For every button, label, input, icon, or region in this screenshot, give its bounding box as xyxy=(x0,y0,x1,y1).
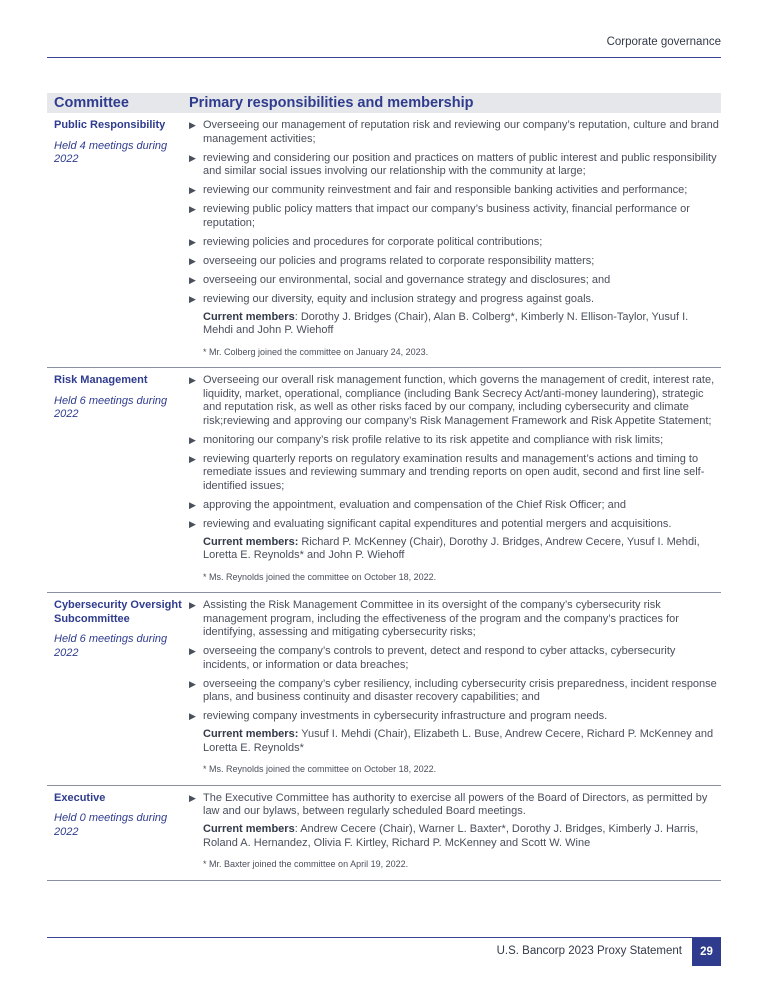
responsibility-item xyxy=(189,792,721,819)
bullet-arrow-icon: ▶ xyxy=(189,185,196,195)
current-members xyxy=(189,823,721,850)
members-label: Current members xyxy=(203,310,295,323)
bullet-arrow-icon: ▶ xyxy=(189,293,196,304)
committee-name: Executive xyxy=(54,791,106,804)
responsibility-item xyxy=(189,274,721,288)
current-members xyxy=(189,311,721,338)
committee-cell xyxy=(47,374,189,584)
responsibility-text: overseeing our environmental, social and governance strategy and disclosures; and xyxy=(203,273,611,286)
responsibilities-cell xyxy=(189,599,721,777)
members-list: : Andrew Cecere (Chair), Warner L. Baxter*, Dorothy J. Bridges, Kimberly J. Harris, Roland A. Hernandez, Olivia F. Kirtley, Richard P. McKenney and Scott W. Wine xyxy=(203,823,699,849)
page-number: 29 xyxy=(692,938,721,966)
responsibility-text: reviewing quarterly reports on regulatory examination results and management’s actions and timing to remediate issues and reviewing summary and trending reports on open audit, second and first line self-identified issues; xyxy=(203,452,705,492)
responsibilities-cell xyxy=(189,374,721,584)
responsibility-text: approving the appointment, evaluation and compensation of the Chief Risk Officer; and xyxy=(203,498,626,511)
responsibility-text: reviewing policies and procedures for corporate political contributions; xyxy=(203,235,543,248)
bullet-arrow-icon: ▶ xyxy=(189,518,196,529)
responsibility-text: reviewing company investments in cybersecurity infrastructure and program needs. xyxy=(203,710,608,722)
bullet-arrow-icon: ▶ xyxy=(189,434,196,445)
bullet-arrow-icon: ▶ xyxy=(189,711,196,721)
bullet-arrow-icon: ▶ xyxy=(189,236,196,247)
committee-name: Cybersecurity Oversight Subcommittee xyxy=(54,599,182,625)
bullet-arrow-icon: ▶ xyxy=(189,152,196,163)
members-label: Current members xyxy=(203,823,295,835)
responsibility-text: The Executive Committee has authority to exercise all powers of the Board of Directors, as permitted by law and our bylaws, between regularly scheduled Board meetings. xyxy=(203,791,708,817)
bullet-arrow-icon: ▶ xyxy=(189,375,196,385)
responsibility-item xyxy=(189,453,721,494)
column-header-committee: Committee xyxy=(54,95,129,111)
footnote: * Ms. Reynolds joined the committee on October 18, 2022. xyxy=(203,764,437,774)
responsibility-item xyxy=(189,710,721,724)
responsibility-item xyxy=(189,599,721,640)
members-list: Yusuf I. Mehdi (Chair), Elizabeth L. Buse, Andrew Cecere, Richard P. McKenney and Loretta E. Reynolds* xyxy=(203,728,714,754)
meetings-held: Held 4 meetings during 2022 xyxy=(54,139,168,165)
current-members xyxy=(189,728,721,755)
committee-cell xyxy=(47,119,189,359)
section-header: Corporate governance xyxy=(606,36,721,48)
table-row xyxy=(47,786,721,881)
responsibility-item xyxy=(189,119,721,146)
bullet-arrow-icon: ▶ xyxy=(189,274,196,285)
committee-name: Public Responsibility xyxy=(54,119,166,131)
responsibility-item xyxy=(189,293,721,307)
responsibility-item xyxy=(189,678,721,705)
responsibility-text: reviewing and considering our position and practices on matters of public interest and public responsibility and similar social issues involving our relationship with the community at large; xyxy=(203,151,717,177)
meetings-held: Held 6 meetings during 2022 xyxy=(54,633,168,659)
bullet-arrow-icon: ▶ xyxy=(189,499,196,510)
header-divider xyxy=(47,57,721,58)
members-list: : Dorothy J. Bridges (Chair), Alan B. Colberg*, Kimberly N. Ellison-Taylor, Yusuf I. Mehdi and John P. Wiehoff xyxy=(203,310,689,336)
members-label: Current members: xyxy=(203,728,299,740)
responsibility-text: reviewing and evaluating significant capital expenditures and potential mergers and acquisitions. xyxy=(203,517,672,530)
responsibility-item xyxy=(189,499,721,513)
responsibility-text: reviewing our diversity, equity and inclusion strategy and progress against goals. xyxy=(203,292,595,305)
responsibility-text: overseeing the company’s controls to prevent, detect and respond to cyber attacks, cybersecurity incidents, or information or data breaches; xyxy=(203,645,676,671)
responsibility-item xyxy=(189,152,721,179)
responsibilities-cell xyxy=(189,792,721,872)
current-members xyxy=(189,536,721,563)
responsibility-text: Assisting the Risk Management Committee in its oversight of the company’s cybersecurity risk management program, including the effectiveness of the program and the company’s practices for identifying, assessing and mitigating cybersecurity risks; xyxy=(203,599,679,638)
members-label: Current members: xyxy=(203,535,299,548)
responsibility-item xyxy=(189,236,721,250)
committee-cell xyxy=(47,792,189,872)
responsibility-text: Overseeing our overall risk management function, which governs the management of credit, interest rate, liquidity, market, operational, compliance (including Bank Secrecy Act/anti-money laundering), strategic and reputation risk, as well as other risks faced by our company, including cybersecurity and climate risk;reviewing and approving our company’s Risk Management Framework and Risk Appetite Statement; xyxy=(203,374,715,427)
bullet-arrow-icon: ▶ xyxy=(189,204,196,214)
bullet-arrow-icon: ▶ xyxy=(189,453,196,464)
responsibility-item xyxy=(189,645,721,672)
table-row xyxy=(47,368,721,593)
responsibility-text: monitoring our company’s risk profile relative to its risk appetite and compliance with risk limits; xyxy=(203,433,664,446)
responsibility-item xyxy=(189,518,721,532)
responsibility-item xyxy=(189,184,721,198)
bullet-arrow-icon: ▶ xyxy=(189,600,196,610)
table-row xyxy=(47,593,721,786)
responsibility-text: reviewing our community reinvestment and fair and responsible banking activities and performance; xyxy=(203,184,688,196)
footer-title: U.S. Bancorp 2023 Proxy Statement xyxy=(496,945,682,957)
table-header xyxy=(47,93,721,113)
responsibility-item xyxy=(189,374,721,428)
column-header-responsibilities: Primary responsibilities and membership xyxy=(189,95,474,111)
committee-name: Risk Management xyxy=(54,374,148,386)
bullet-arrow-icon: ▶ xyxy=(189,792,196,803)
meetings-held: Held 6 meetings during 2022 xyxy=(54,394,168,420)
table-row xyxy=(47,113,721,368)
responsibility-text: overseeing our policies and programs related to corporate responsibility matters; xyxy=(203,254,595,267)
footnote: * Mr. Baxter joined the committee on April 19, 2022. xyxy=(203,859,409,869)
bullet-arrow-icon: ▶ xyxy=(189,646,196,656)
meetings-held: Held 0 meetings during 2022 xyxy=(54,812,168,838)
responsibilities-cell xyxy=(189,119,721,359)
footnote: * Mr. Colberg joined the committee on January 24, 2023. xyxy=(203,346,429,357)
bullet-arrow-icon: ▶ xyxy=(189,120,196,130)
responsibility-item xyxy=(189,255,721,269)
responsibility-text: overseeing the company’s cyber resiliency, including cybersecurity crisis preparedness, incident response plans, and business continuity and disaster recovery capabilities; and xyxy=(203,677,717,703)
responsibility-item xyxy=(189,203,721,230)
responsibility-text: reviewing public policy matters that impact our company’s business activity, financial performance or reputation; xyxy=(203,203,690,229)
bullet-arrow-icon: ▶ xyxy=(189,678,196,689)
committee-table xyxy=(47,93,721,881)
responsibility-item xyxy=(189,434,721,448)
footer-divider xyxy=(47,937,721,938)
table-body xyxy=(47,113,721,881)
committee-cell xyxy=(47,599,189,777)
bullet-arrow-icon: ▶ xyxy=(189,255,196,266)
members-list: Richard P. McKenney (Chair), Dorothy J. Bridges, Andrew Cecere, Yusuf I. Mehdi, Loretta E. Reynolds* and John P. Wiehoff xyxy=(203,535,700,561)
responsibility-text: Overseeing our management of reputation risk and reviewing our company’s reputation, culture and brand management activities; xyxy=(203,119,719,145)
footnote: * Ms. Reynolds joined the committee on October 18, 2022. xyxy=(203,571,437,582)
